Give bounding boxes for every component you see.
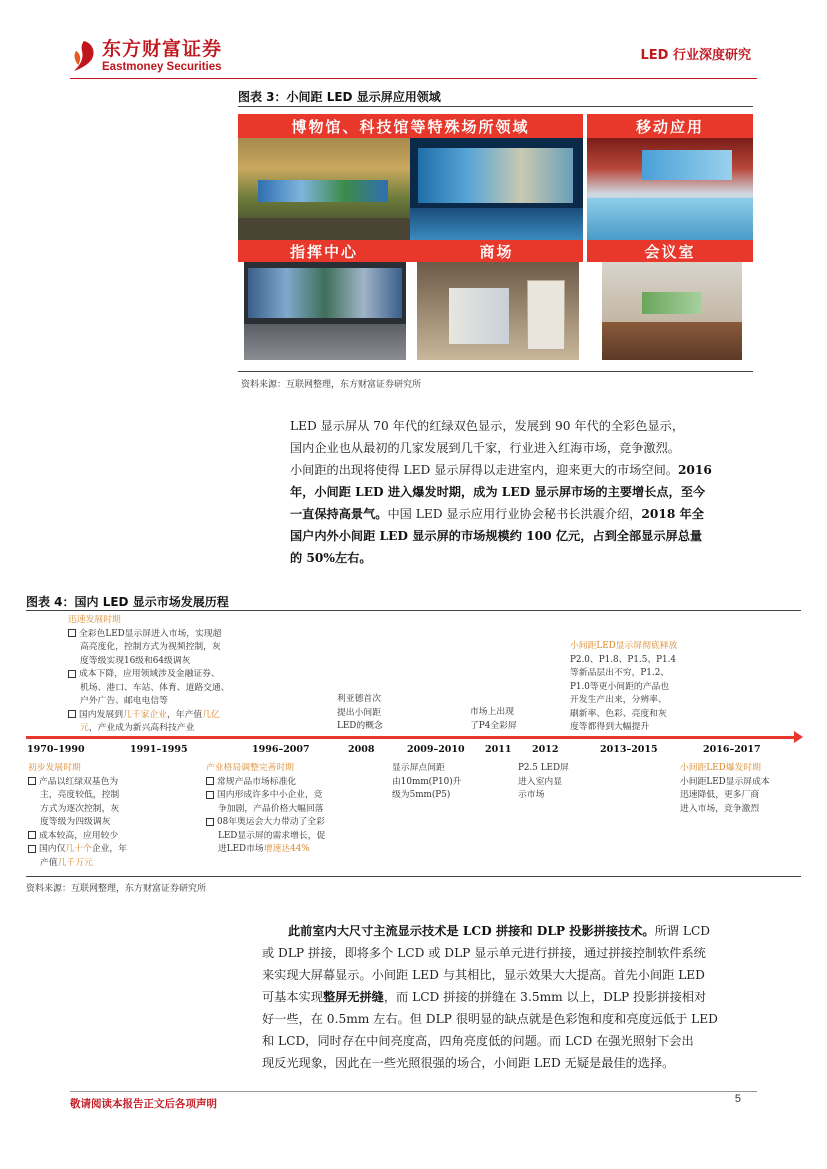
checkbox-icon <box>28 831 36 839</box>
paragraph-1-body <box>290 437 770 569</box>
rapid-l1: 全彩色LED显示屏进入市场，实现超 <box>79 628 222 639</box>
event-2012-box <box>518 762 598 803</box>
year-2009-2010: 2009–2010 <box>407 744 465 755</box>
y2008-l3: LED的概念 <box>337 721 383 731</box>
event-2011-box <box>470 706 550 733</box>
band-mall: 商场 <box>410 240 583 262</box>
early-l3: 方式为逐次控制，灰 <box>40 803 120 814</box>
timeline-arrow-icon <box>794 731 803 743</box>
burst-release-box <box>570 640 720 735</box>
y2016-head: 小间距LED爆发时期 <box>680 763 761 773</box>
company-logo <box>70 38 222 74</box>
early-head: 初步发展时期 <box>28 763 81 773</box>
footer-disclaimer: 敬请阅读本报告正文后各项声明 <box>70 1098 217 1110</box>
band-museum: 博物馆、科技馆等特殊场所领域 <box>238 114 583 138</box>
adjust-head: 产业格局调整完善时期 <box>206 763 294 773</box>
checkbox-icon <box>28 845 36 853</box>
burst-l1: P2.0、P1.8、P1.5、P1.4 <box>570 654 677 665</box>
year-2008: 2008 <box>348 744 375 755</box>
figure4-top-rule <box>26 610 801 611</box>
early-l7a: 产值 <box>40 857 58 868</box>
y2008-l1: 利亚德首次 <box>337 694 381 704</box>
mall-photo <box>417 262 579 360</box>
logo-english-name: Eastmoney Securities <box>102 61 222 73</box>
figure3-title: 图表 3：小间距 LED 显示屏应用领域 <box>238 90 441 104</box>
rapid-l3: 度等级实现16级和64级调灰 <box>80 655 191 666</box>
early-l1: 产品以红绿双基色为 <box>39 776 119 787</box>
y2012-l1: P2.5 LED屏 <box>518 763 569 773</box>
y2012-l3: 示市场 <box>518 790 545 800</box>
band-command: 指挥中心 <box>238 240 410 262</box>
figure4-bottom-rule <box>26 876 801 877</box>
figure3-source: 资料来源：互联网整理，东方财富证券研究所 <box>241 380 422 390</box>
early-l6b: 几十个 <box>65 844 92 854</box>
burst-period-box <box>680 762 805 816</box>
checkbox-icon <box>68 629 76 637</box>
command-center-photo <box>244 262 406 360</box>
early-l2: 主，亮度较低，控制 <box>40 790 120 800</box>
early-l4: 度等级为四级调灰 <box>40 817 111 827</box>
figure4-source: 资料来源：互联网整理，东方财富证券研究所 <box>26 884 207 894</box>
paragraph-1 <box>290 415 760 437</box>
timeline-axis <box>26 736 796 739</box>
y2016-l3: 进入市场，竞争激烈 <box>680 803 760 814</box>
burst-l4: 开发生产出来，分辨率、 <box>570 695 667 705</box>
early-l6a: 国内仅 <box>39 844 66 854</box>
page-number: 5 <box>734 1093 741 1105</box>
p1-line6-bold: 国户内外小间距 LED 显示屏的市场规模约 100 亿元，占到全部显示屏总量 <box>290 529 703 543</box>
p2-l4a: 可基本实现 <box>262 990 323 1004</box>
adjust-l1: 常规产品市场标准化 <box>217 776 297 787</box>
p2-l6: 和 LCD，同时存在中间亮度高，四角亮度低的问题。而 LCD 在强光照射下会出 <box>262 1034 694 1048</box>
checkbox-icon <box>68 710 76 718</box>
band-mobile: 移动应用 <box>587 114 753 138</box>
rapid-l8a: 元 <box>80 723 89 733</box>
rapid-l7c: ，年产值 <box>167 709 203 720</box>
adjust-l6b: 增速达44% <box>263 844 310 854</box>
rapid-development-box <box>68 614 268 736</box>
p2-l4c: ，而 LCD 拼接的拼缝在 3.5mm 以上，DLP 投影拼接相对 <box>383 990 707 1004</box>
p2-l3: 来实现大屏幕显示。小间距 LED 与其相比，显示效果大大提高。首先小间距 LED <box>262 968 705 982</box>
figure4-title: 图表 4：国内 LED 显示市场发展历程 <box>26 595 229 609</box>
year-2012: 2012 <box>532 744 559 755</box>
museum-photo-1 <box>238 138 410 240</box>
paragraph-2 <box>262 920 762 1074</box>
rapid-head: 迅速发展时期 <box>68 615 121 625</box>
figure3-top-rule <box>238 106 753 107</box>
burst-head: 小间距LED显示屏彻底释放 <box>570 641 678 651</box>
year-1970-1990: 1970–1990 <box>27 744 85 755</box>
adjust-l3: 争加剧，产品价格大幅回落 <box>218 803 324 814</box>
y2016-l1: 小间距LED显示屏成本 <box>680 776 770 787</box>
early-l7b: 几千万元 <box>57 857 93 868</box>
p1-line4-bold: 年，小间距 LED 进入爆发时期，成为 LED 显示屏市场的主要增长点，至今 <box>290 485 706 499</box>
p2-l1-normal: 所谓 LCD <box>654 924 711 938</box>
museum-photo-2 <box>410 138 583 240</box>
mobile-photo <box>587 138 753 240</box>
checkbox-icon <box>206 777 214 785</box>
p1-line5-bold2: 2018 年全 <box>641 507 704 521</box>
p1-line5-normal: 中国 LED 显示应用行业协会秘书长洪震介绍， <box>387 507 642 521</box>
burst-l2: 等新品层出不穷，P1.2、 <box>570 668 670 678</box>
y2011-l2: 了P4全彩屏 <box>470 720 517 731</box>
rapid-l7b: 几千家企业 <box>123 709 167 720</box>
burst-l5: 刷新率、色彩、亮度和灰 <box>570 708 667 719</box>
y2010-l3: 级为5mm(P5) <box>392 790 451 800</box>
p1-line7-bold: 的 50%左右。 <box>290 551 372 565</box>
industry-adjustment-box <box>206 762 356 857</box>
p2-l7: 现反光现象，因此在一些光照很强的场合，小间距 LED 无疑是最佳的选择。 <box>262 1056 675 1070</box>
year-2011: 2011 <box>485 744 512 755</box>
p1-line3-bold: 2016 <box>677 463 712 477</box>
y2016-l2: 迅速降低，更多厂商 <box>680 790 760 800</box>
burst-l3: P1.0等更小间距的产品也 <box>570 681 670 692</box>
p1-line3: 小间距的出现将使得 LED 显示屏得以走进室内，迎来更大的市场空间。 <box>290 463 678 477</box>
year-2013-2015: 2013–2015 <box>600 744 658 755</box>
p1-line1: LED 显示屏从 70 年代的红绿双色显示，发展到 90 年代的全彩色显示， <box>290 419 685 433</box>
meeting-room-photo <box>602 262 742 360</box>
rapid-l7d: 几亿 <box>202 709 220 720</box>
eastmoney-logo-icon <box>70 39 98 73</box>
event-2008-box <box>337 693 417 734</box>
checkbox-icon <box>206 791 214 799</box>
y2010-l2: 由10mm(P10)升 <box>392 776 462 787</box>
p1-line5-bold: 一直保持高景气。 <box>290 507 388 521</box>
adjust-l2: 国内形成许多中小企业，竞 <box>217 790 323 800</box>
rapid-l2: 高亮度化，控制方式为视频控制，灰 <box>80 642 221 652</box>
checkbox-icon <box>28 777 36 785</box>
rapid-l5: 机场、港口、车站、体育、道路交通、 <box>80 682 230 693</box>
year-1991-1995: 1991–1995 <box>130 744 188 755</box>
year-2016-2017: 2016–2017 <box>703 744 761 755</box>
rapid-l4: 成本下降，应用领域涉及金融证券、 <box>79 669 220 679</box>
p2-l2: 或 DLP 拼接，即将多个 LCD 或 DLP 显示单元进行拼接，通过拼接控制软件系统 <box>262 946 706 960</box>
rapid-l8b: ，产业成为新兴高科技产业 <box>88 723 195 733</box>
rapid-l6: 户外广告、邮电电信等 <box>80 696 168 706</box>
band-meeting: 会议室 <box>587 240 753 262</box>
checkbox-icon <box>206 818 214 826</box>
figure3-image-grid <box>238 111 753 367</box>
adjust-l5: LED显示屏的需求增长，促 <box>218 830 326 841</box>
report-type: LED 行业深度研究 <box>640 48 751 63</box>
y2012-l2: 进入室内显 <box>518 776 562 787</box>
y2011-l1: 市场上出现 <box>470 707 514 717</box>
early-l5: 成本较高，应用较少 <box>39 830 119 841</box>
year-1996-2007: 1996–2007 <box>252 744 310 755</box>
p2-l5: 好一些，在 0.5mm 左右。但 DLP 很明显的缺点就是色彩饱和度和亮度远低于 LED <box>262 1012 718 1026</box>
event-2009-2010-box <box>392 762 482 803</box>
adjust-l4: 08年奥运会大力带动了全彩 <box>217 817 325 827</box>
figure3-bottom-rule <box>238 371 753 372</box>
footer-divider <box>70 1091 757 1092</box>
burst-l6: 度等都得到大幅提升 <box>570 722 650 732</box>
p2-l1-bold: 此前室内大尺寸主流显示技术是 LCD 拼接和 DLP 投影拼接技术。 <box>288 924 655 938</box>
p1-line2: 国内企业也从最初的几家发展到几千家，行业进入红海市场，竞争激烈。 <box>290 441 680 455</box>
p2-l4b: 整屏无拼缝 <box>322 990 384 1004</box>
y2010-l1: 显示屏点间距 <box>392 763 445 773</box>
y2008-l2: 提出小间距 <box>337 707 381 718</box>
checkbox-icon <box>68 670 76 678</box>
adjust-l6a: 进LED市场 <box>218 844 264 854</box>
logo-chinese-name: 东方财富证券 <box>102 38 223 60</box>
rapid-l7a: 国内发展到 <box>79 709 123 720</box>
header-divider <box>70 78 757 79</box>
early-l6c: 企业，年 <box>91 844 128 854</box>
early-development-box <box>28 762 178 870</box>
